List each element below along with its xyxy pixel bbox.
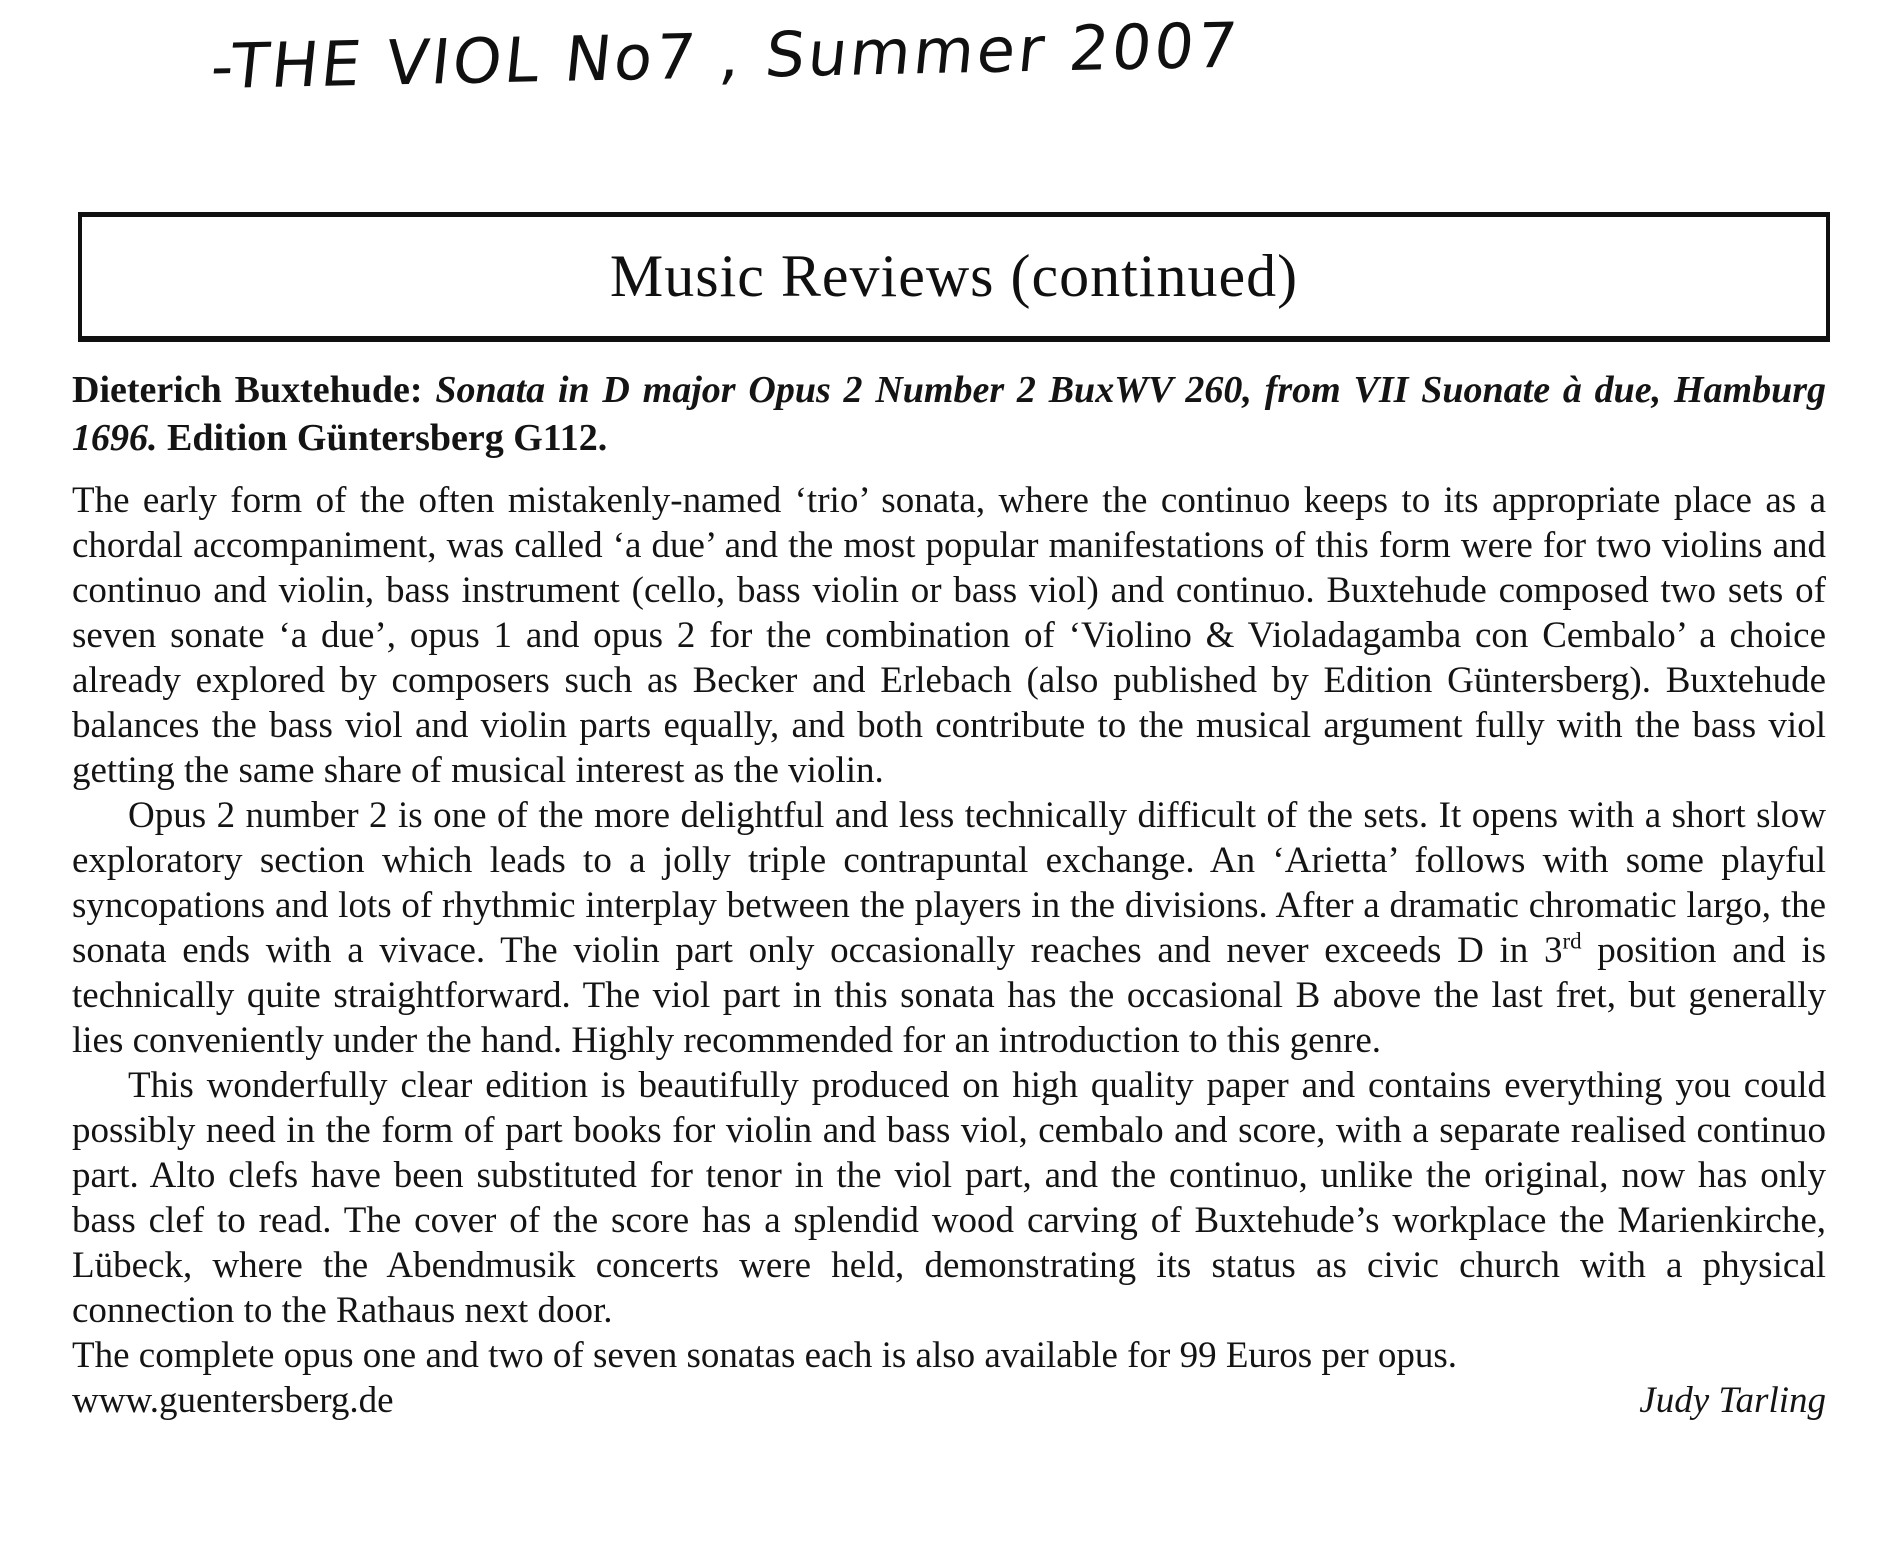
section-heading: Music Reviews (continued) bbox=[609, 243, 1299, 309]
review-title-author: Dieterich Buxtehude: bbox=[72, 369, 436, 411]
handwritten-note: -THE VIOL No7 , Summer 2007 bbox=[207, 8, 1244, 104]
footer-row bbox=[72, 1378, 1826, 1423]
review-article bbox=[72, 366, 1826, 1423]
review-title bbox=[72, 366, 1826, 462]
paragraph-2 bbox=[72, 793, 1826, 1063]
paragraph-3: This wonderfully clear edition is beautifully produced on high quality paper and contains everything you could possibly need in the form of part books for violin and bass viol, cembalo and score, with a separate realised continuo part. Alto clefs have been substituted for tenor in the viol part, and the continuo, unlike the original, now has only bass clef to read. The cover of the score has a splendid wood carving of Buxtehude’s workplace the Marienkirche, Lübeck, where the Abendmusik concerts were held, demonstrating its status as civic church with a physical connection to the Rathaus next door. bbox=[72, 1065, 1826, 1331]
reviewer-signature: Judy Tarling bbox=[1639, 1380, 1826, 1421]
ordinal-superscript: rd bbox=[1562, 928, 1582, 954]
review-title-edition: Edition Güntersberg G112. bbox=[157, 417, 608, 459]
paragraph-2-text-b: position and is technically quite straightforward. The viol part in this sonata has the occasional B above the last fret, but generally lies conveniently under the hand. Highly recommended for an introduction to this genre. bbox=[72, 930, 1826, 1061]
section-heading-box bbox=[78, 212, 1830, 342]
availability-line: The complete opus one and two of seven sonatas each is also available for 99 Euros per opus. bbox=[72, 1335, 1458, 1376]
paragraph-2-text-a: Opus 2 number 2 is one of the more delightful and less technically difficult of the sets. It opens with a short slow exploratory section which leads to a jolly triple contrapuntal exchange. An ‘Arietta’ follows with some playful syncopations and lots of rhythmic interplay between the players in the divisions. After a dramatic chromatic largo, the sonata ends with a vivace. The violin part only occasionally reaches and never exceeds D in 3 bbox=[72, 795, 1826, 971]
website-text: www.guentersberg.de bbox=[72, 1380, 394, 1421]
paragraph-1: The early form of the often mistakenly-named ‘trio’ sonata, where the continuo keeps to its appropriate place as a chordal accompaniment, was called ‘a due’ and the most popular manifestations of this form were for two violins and continuo and violin, bass instrument (cello, bass violin or bass viol) and continuo. Buxtehude composed two sets of seven sonate ‘a due’, opus 1 and opus 2 for the combination of ‘Violino & Violadagamba con Cembalo’ a choice already explored by composers such as Becker and Erlebach (also published by Edition Güntersberg). Buxtehude balances the bass viol and violin parts equally, and both contribute to the musical argument fully with the bass viol getting the same share of musical interest as the violin. bbox=[72, 480, 1826, 791]
review-title-work: Sonata in D major Opus 2 Number 2 BuxWV 260, from VII Suonate à due, Hamburg 1696. bbox=[72, 369, 1826, 459]
